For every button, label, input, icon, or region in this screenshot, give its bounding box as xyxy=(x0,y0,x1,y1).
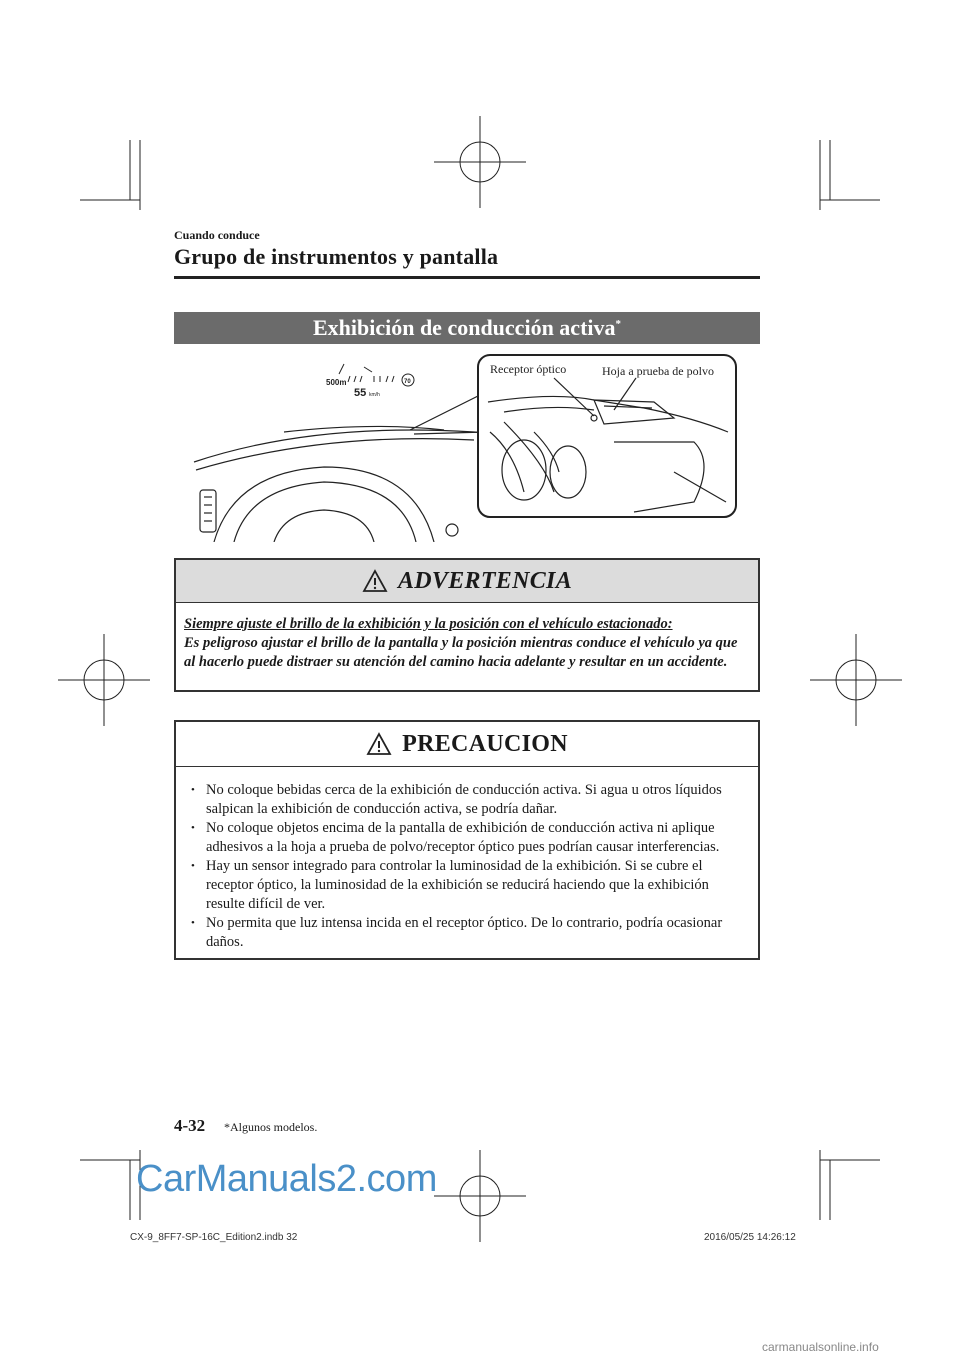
banner-asterisk: * xyxy=(615,318,622,330)
section-banner xyxy=(174,312,760,344)
title-divider xyxy=(174,276,760,279)
caution-triangle-icon xyxy=(366,732,392,756)
caution-title: PRECAUCION xyxy=(402,730,568,757)
caution-body xyxy=(176,767,758,962)
dashboard-illustration xyxy=(174,352,760,542)
label-hoja-polvo: Hoja a prueba de polvo xyxy=(602,364,714,378)
hud-unit: km/h xyxy=(369,392,380,398)
warning-title: ADVERTENCIA xyxy=(397,567,573,594)
warning-text: Es peligroso ajustar el brillo de la pantalla y la posición mientras conduce el vehículo ya que al hacerlo puede distraer su atención del camino hacia adelante y resultar en un accidente. xyxy=(184,635,738,670)
banner-title: Exhibición de conducción activa xyxy=(312,315,616,340)
hud-limit: 70 xyxy=(404,379,411,385)
page-number: 4-32 xyxy=(174,1116,206,1135)
detail-callout xyxy=(478,355,736,517)
hud-display xyxy=(326,364,414,399)
footnote: *Algunos modelos. xyxy=(224,1120,318,1134)
caution-item: • No permita que luz intensa incida en el receptor óptico. De lo contrario, podría ocasionar daños. xyxy=(190,914,748,952)
watermark-logo: CarManuals2.com xyxy=(136,1158,437,1200)
caution-item: • No coloque objetos encima de la pantalla de exhibición de conducción activa ni aplique adhesivos a la hoja a prueba de polvo/receptor óptico pues podrían causar interferencias. xyxy=(190,819,748,857)
warning-body xyxy=(176,603,758,682)
file-timestamp: 2016/05/25 14:26:12 xyxy=(704,1232,796,1243)
file-info-bar xyxy=(130,1232,830,1243)
section-label: Cuando conduce xyxy=(174,228,260,242)
page-title: Grupo de instrumentos y pantalla xyxy=(174,244,499,269)
caution-item: • Hay un sensor integrado para controlar la luminosidad de la exhibición. Si se cubre el receptor óptico, la luminosidad de la exhibición se reducirá haciendo que la exhibición resulte difícil de ver. xyxy=(190,857,748,914)
warning-header xyxy=(176,560,758,603)
site-watermark: carmanualsonline.info xyxy=(762,1340,879,1354)
caution-list xyxy=(190,781,748,952)
caution-box xyxy=(174,720,760,960)
warning-triangle-icon xyxy=(362,569,388,593)
file-name: CX-9_8FF7-SP-16C_Edition2.indb 32 xyxy=(130,1232,298,1243)
warning-lead: Siempre ajuste el brillo de la exhibición y la posición con el vehículo estacionado: xyxy=(184,616,673,632)
caution-item: • No coloque bebidas cerca de la exhibición de conducción activa. Si agua u otros líquidos salpican la exhibición de conducción activa, se podría dañar. xyxy=(190,781,748,819)
hud-speed: 55 xyxy=(354,387,367,399)
warning-box xyxy=(174,558,760,692)
caution-header xyxy=(176,722,758,767)
label-receptor-optico: Receptor óptico xyxy=(490,362,567,376)
hud-distance: 500m xyxy=(326,378,347,387)
